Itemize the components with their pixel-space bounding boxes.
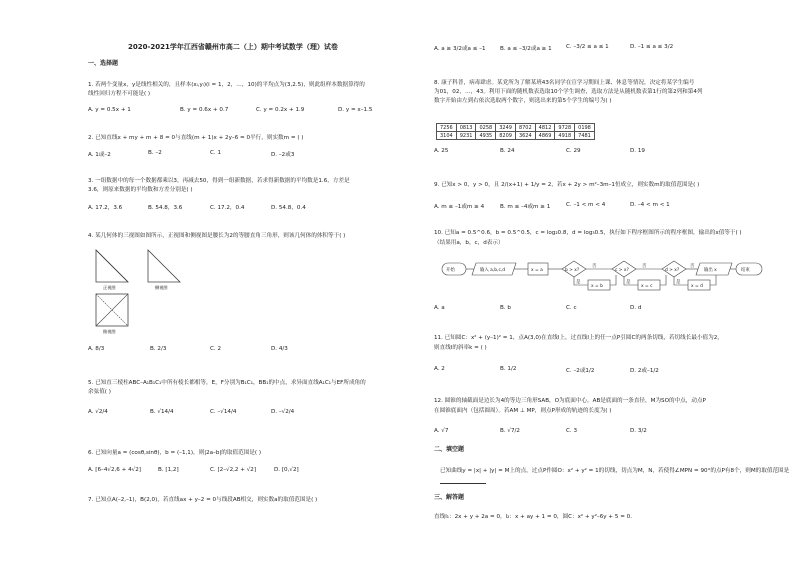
random-table-cell: 4812 — [535, 124, 555, 132]
q11-text-line1: 11. 已知圆C：x² + (y–1)² = 1，点A(3,0)在直线l上，过直线l上的任一点P引圆C的两条切线，若切线长最小值为2， — [434, 335, 723, 341]
random-table-cell: 3104 — [437, 132, 457, 140]
q8-text-line2: 为01，02，…，43。利用下面的随机数表选取10个学生调查，选取方法是从随机数表第1行的第2列和第4列 — [434, 89, 703, 95]
q1-text-line1: 1. 若两个变量x，y是线性相关的，且样本(xᵢ,yᵢ)(i = 1，2，…，10)的平均点为(3,2.5)，则此组样本数据算得的 — [88, 82, 365, 88]
q11-option-c: C. –2或1/2 — [566, 368, 595, 374]
q5-option-b: B. √14/4 — [150, 409, 174, 415]
flow-input: 输入 a,b,c,d — [480, 268, 506, 273]
q10-option-c: C. c — [566, 305, 577, 311]
q9-option-d: D. –4 < m < 1 — [630, 202, 670, 208]
q9-option-b: B. m ≤ –4或m ≥ 1 — [500, 204, 551, 210]
flow-cond-b: b > x? — [565, 268, 580, 273]
random-table-cell: 3624 — [515, 132, 535, 140]
q9-option-c: C. –1 < m < 4 — [566, 202, 606, 208]
q5-option-c: C. –√14/4 — [210, 409, 237, 415]
q10-option-a: A. a — [434, 305, 445, 311]
flow-no-1: 否 — [592, 264, 597, 269]
q10-text-line1: 10. 已知a = 0.5^0.6，b = 0.5^0.5，c = log₂0.8，d = log₃0.5，执行如下程序框图所示的程序框图，输出的x值等于( ) — [434, 230, 742, 236]
section-heading-solve: 三、解答题 — [434, 494, 465, 501]
flowchart — [434, 255, 779, 295]
random-table-cell: 7481 — [575, 132, 595, 140]
q11-text-line2: 则直线l的斜率k = ( ) — [434, 345, 487, 351]
q12-option-d: D. 3/2 — [630, 428, 647, 434]
q11-option-d: D. 2或–1/2 — [630, 368, 659, 374]
flow-no-3: 否 — [690, 264, 695, 269]
q1-option-d: D. y = x–1.5 — [338, 107, 373, 113]
q2-text: 2. 已知直线x + my + m + 8 = 0与直线(m + 1)x + 2y–6 = 0平行，则实数m = ( ) — [88, 135, 304, 141]
q3-option-d: D. 54.8，0.4 — [271, 205, 306, 211]
flow-yes-1: 是 — [576, 280, 581, 285]
flow-start: 开始 — [446, 268, 455, 273]
q8-option-c: C. 29 — [566, 148, 581, 154]
side-view-label: 侧视图 — [155, 285, 168, 290]
q2-option-d: D. –2或3 — [271, 152, 295, 158]
flow-assign-d: x = d — [691, 284, 703, 289]
q7-text: 7. 已知点A(–2,–1)，B(2,0)，若直线ax + y–2 = 0与线段AB相交，则实数a的取值范围是( ) — [88, 497, 318, 503]
q3-text-line1: 3. 一组数据中的每一个数据都乘以3，再减去50，得到一组新数据，若求得新数据的平均数是1.6，方差是 — [88, 178, 350, 184]
flow-end: 结束 — [741, 268, 750, 273]
random-table-cell: 9231 — [456, 132, 476, 140]
random-table-cell: 3249 — [496, 124, 516, 132]
q3-text-line2: 3.6，则原来数据的平均数和方差分别是( ) — [88, 187, 193, 193]
flow-no-2: 否 — [642, 264, 647, 269]
q12-text-line2: 在圆锥底面内（包括圆周）。若AM ⊥ MP，则点P形成的轨迹的长度为( ) — [434, 408, 612, 414]
random-table-cell: 4869 — [535, 132, 555, 140]
random-table-cell: 9728 — [555, 124, 575, 132]
q8-option-b: B. 24 — [500, 148, 515, 154]
q5-option-a: A. √2/4 — [88, 409, 108, 415]
q1-option-c: C. y = 0.2x + 1.9 — [256, 107, 305, 113]
section-heading-choice: 一、选择题 — [88, 60, 119, 67]
flow-assign-c: x = c — [641, 284, 653, 289]
top-view-label: 俯视图 — [103, 329, 116, 334]
q11-option-b: B. 1/2 — [500, 366, 517, 372]
q5-text-line2: 余弦值( ) — [88, 389, 111, 395]
q12-text-line1: 12. 圆锥的轴截面是边长为4的等边三角形SAB，O为底面中心，AB是底面的一条直径，M为SO的中点，动点P — [434, 398, 706, 404]
q5-text-line1: 5. 已知直三棱柱ABC–A₁B₁C₁中所有棱长都相等，E，F分别为B₁C₁，BB₁的中点，求异面直线A₁C₁与EF所成角的 — [88, 380, 366, 386]
random-table-row — [437, 132, 595, 140]
answer-blank[interactable] — [440, 478, 486, 484]
q7-option-c: C. –3/2 ≤ a ≤ 1 — [566, 44, 609, 50]
q1-text-line2: 线性回归方程不可能是( ) — [88, 91, 151, 97]
front-view — [96, 250, 128, 282]
fill-question-1: 已知曲线y = |x| + |y| = M上的点，过点P作圆O：x² + y² = 1的切线，切点为M，N，若使得∠MPN = 90°的点P有8个，则M的取值范围是 — [440, 468, 790, 474]
section-heading-fill: 二、填空题 — [434, 446, 465, 453]
q3-option-a: A. 17.2，3.6 — [88, 205, 123, 211]
q1-option-b: B. y = 0.6x + 0.7 — [180, 107, 229, 113]
side-view — [148, 250, 180, 282]
q12-option-b: B. √7/2 — [500, 428, 520, 434]
fill-blank-line — [440, 478, 486, 487]
random-table-cell: 8702 — [515, 124, 535, 132]
flow-yes-2: 是 — [626, 280, 631, 285]
q10-text-line2: （结果用a，b，c，d表示） — [434, 240, 504, 246]
flow-assign-a: x = a — [531, 268, 543, 273]
q2-option-c: C. 1 — [210, 150, 222, 156]
q4-option-d: D. 4/3 — [271, 346, 288, 352]
q3-option-c: C. 17.2，0.4 — [210, 205, 245, 211]
q6-text: 6. 已知向量a = (cosθ,sinθ)，b = (–1,1)，则|2a–b|的取值范围是( ) — [88, 450, 262, 456]
q4-option-a: A. 8/3 — [88, 346, 105, 352]
q1-option-a: A. y = 0.5x + 1 — [88, 107, 131, 113]
q7-option-b: B. a ≤ –3/2或a ≥ 1 — [500, 46, 552, 52]
q8-text-line1: 8. 康子科普，病毒肆虐。某党所为了解某班43名同学在宣学习期间上课、休息等情况，决定将某学生编号 — [434, 80, 695, 86]
q8-text-line3: 数字开始由左到右依次选取两个数字，则选出来的第5个学生的编号为( ) — [434, 98, 612, 104]
q8-option-a: A. 25 — [434, 148, 449, 154]
random-table-cell: 0813 — [456, 124, 476, 132]
q3-option-b: B. 54.8，3.6 — [148, 205, 183, 211]
q2-option-a: A. 1或–2 — [88, 152, 111, 158]
q10-option-b: B. b — [500, 305, 511, 311]
q2-option-b: B. –2 — [148, 150, 162, 156]
q9-text: 9. 已知x > 0，y > 0，且 2/(x+1) + 1/y = 2，若x + 2y > m²–3m–1恒成立，则实数m的取值范围是( ) — [434, 182, 700, 188]
random-table-cell: 4935 — [476, 132, 496, 140]
q8-option-d: D. 19 — [630, 148, 645, 154]
q10-option-d: D. d — [630, 305, 642, 311]
flow-cond-d: d > x? — [665, 268, 680, 273]
q4-option-c: C. 2 — [210, 346, 222, 352]
q9-option-a: A. m ≤ –1或m ≥ 4 — [434, 204, 485, 210]
exam-title: 2020-2021学年江西省赣州市高二（上）期中考试数学（理）试卷 — [128, 43, 338, 51]
q6-option-a: A. [6–4√2,6 + 4√2] — [88, 467, 141, 473]
random-table-cell: 0258 — [476, 124, 496, 132]
q4-option-b: B. 2/3 — [150, 346, 167, 352]
q7-option-a: A. a ≥ 3/2或a ≤ –1 — [434, 46, 486, 52]
q6-option-b: B. [1,2] — [158, 467, 179, 473]
three-view-figure — [94, 248, 214, 334]
solve-question-1: 直线l₁：2x + y + 2a = 0，l₂：x + ay + 1 = 0，圆C：x² + y²–6y + 5 = 0. — [434, 514, 632, 520]
q12-option-a: A. √7 — [434, 428, 449, 434]
random-table-cell: 0198 — [575, 124, 595, 132]
top-view — [96, 294, 128, 326]
random-table-cell: 7256 — [437, 124, 457, 132]
random-table-row — [437, 124, 595, 132]
flow-cond-c: c > x? — [615, 268, 629, 273]
q6-option-d: D. [0,√2] — [274, 467, 299, 473]
random-table-cell: 8209 — [496, 132, 516, 140]
q7-option-d: D. –1 ≤ a ≤ 3/2 — [630, 44, 674, 50]
front-view-label: 正视图 — [103, 285, 116, 290]
q12-option-c: C. 3 — [566, 428, 578, 434]
q6-option-c: C. [2–√2,2 + √2] — [210, 467, 257, 473]
flow-output: 输出 x — [704, 268, 717, 273]
q11-option-a: A. 2 — [434, 366, 445, 372]
flow-assign-b: x = b — [591, 284, 603, 289]
q4-text: 4. 某几何体的三视图如图所示，正视图和侧视图是腰长为2的等腰直角三角形，则该几何体的体积等于( ) — [88, 233, 346, 239]
random-table-cell: 4918 — [555, 132, 575, 140]
flow-yes-3: 是 — [676, 280, 681, 285]
random-number-table — [436, 123, 595, 140]
q5-option-d: D. –√2/4 — [271, 409, 295, 415]
